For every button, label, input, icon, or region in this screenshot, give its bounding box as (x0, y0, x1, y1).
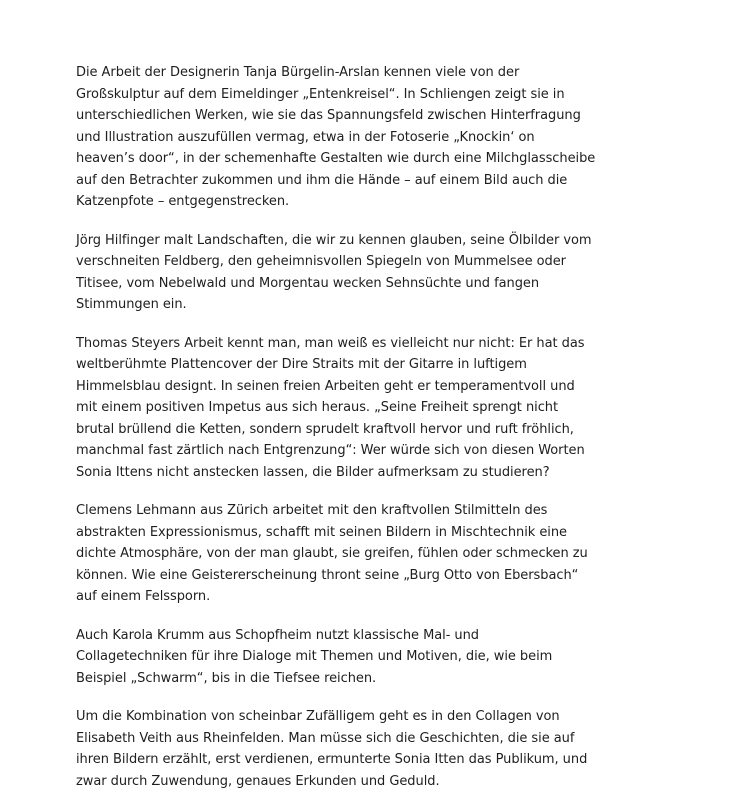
text-line: verschneiten Feldberg, den geheimnisvollen Spiegeln von Mummelsee oder (76, 254, 566, 269)
text-line: zwar durch Zuwendung, genaues Erkunden und Geduld. (76, 773, 440, 789)
text-line: Auch Karola Krumm aus Schopfheim nutzt klassische Mal- und (76, 627, 480, 643)
text-line: dichte Atmosphäre, von der man glaubt, sie greifen, fühlen oder schmecken zu (76, 546, 588, 561)
text-line: Thomas Steyers Arbeit kennt man, man weiß es vielleicht nur nicht: Er hat das (76, 335, 585, 351)
text-line: Clemens Lehmann aus Zürich arbeitet mit den kraftvollen Stilmitteln des (76, 503, 548, 518)
text-line: Die Arbeit der Designerin Tanja Bürgelin-Arslan kennen viele von der (76, 65, 520, 80)
text-line: abstrakten Expressionismus, schafft mit seinen Bildern in Mischtechnik eine (76, 524, 568, 540)
text-line: ihren Bildern erzählt, erst verdienen, ermunterte Sonia Itten das Publikum, und (76, 752, 588, 767)
text-line: brutal brüllend die Ketten, sondern sprudelt kraftvoll hervor und ruft fröhlich, (76, 421, 574, 437)
paragraph-lehmann (76, 500, 716, 608)
text-line: unterschiedlichen Werken, wie sie das Spannungsfeld zwischen Hinterfragung (76, 108, 581, 123)
text-line: können. Wie eine Geistererscheinung thront seine „Burg Otto von Ebersbach“ (76, 567, 579, 583)
paragraph-krumm (76, 625, 716, 690)
document-page (76, 62, 716, 809)
text-line: Beispiel „Schwarm“, bis in die Tiefsee reichen. (76, 670, 377, 686)
text-line: Himmelsblau designt. In seinen freien Arbeiten geht er temperamentvoll und (76, 378, 575, 394)
text-line: Katzenpfote – entgegenstrecken. (76, 194, 290, 209)
text-line: Um die Kombination von scheinbar Zufälligem geht es in den Collagen von (76, 709, 560, 724)
text-line: heaven’s door“, in der schemenhafte Gestalten wie durch eine Milchglasscheibe (76, 151, 596, 166)
text-line: Großskulptur auf dem Eimeldinger „Entenkreisel“. In Schliengen zeigt sie in (76, 86, 565, 102)
text-line: und Illustration auszufüllen vermag, etwa in der Fotoserie „Knockin‘ on (76, 129, 535, 145)
paragraph-veith (76, 706, 716, 792)
text-line: manchmal fast zärtlich nach Entgrenzung“: Wer würde sich von diesen Worten (76, 443, 585, 458)
text-line: auf einem Felssporn. (76, 589, 211, 604)
text-line: Titisee, vom Nebelwald und Morgentau wecken Sehnsüchte und fangen (76, 275, 540, 291)
text-line: weltberühmte Plattencover der Dire Straits mit der Gitarre in luftigem (76, 357, 527, 372)
text-line: Collagetechniken für ihre Dialoge mit Themen und Motiven, die, wie beim (76, 649, 553, 664)
text-line: mit einem positiven Impetus aus sich heraus. „Seine Freiheit sprengt nicht (76, 400, 559, 415)
paragraph-buergelin-arslan (76, 62, 716, 213)
paragraph-steyer (76, 333, 716, 484)
text-line: Stimmungen ein. (76, 297, 187, 312)
paragraph-hilfinger (76, 230, 716, 316)
text-line: Jörg Hilfinger malt Landschaften, die wir zu kennen glauben, seine Ölbilder vom (76, 232, 592, 248)
text-line: Elisabeth Veith aus Rheinfelden. Man müsse sich die Geschichten, die sie auf (76, 730, 575, 746)
text-line: Sonia Ittens nicht anstecken lassen, die Bilder aufmerksam zu studieren? (76, 464, 550, 480)
text-line: auf den Betrachter zukommen und ihm die Hände – auf einem Bild auch die (76, 172, 568, 188)
